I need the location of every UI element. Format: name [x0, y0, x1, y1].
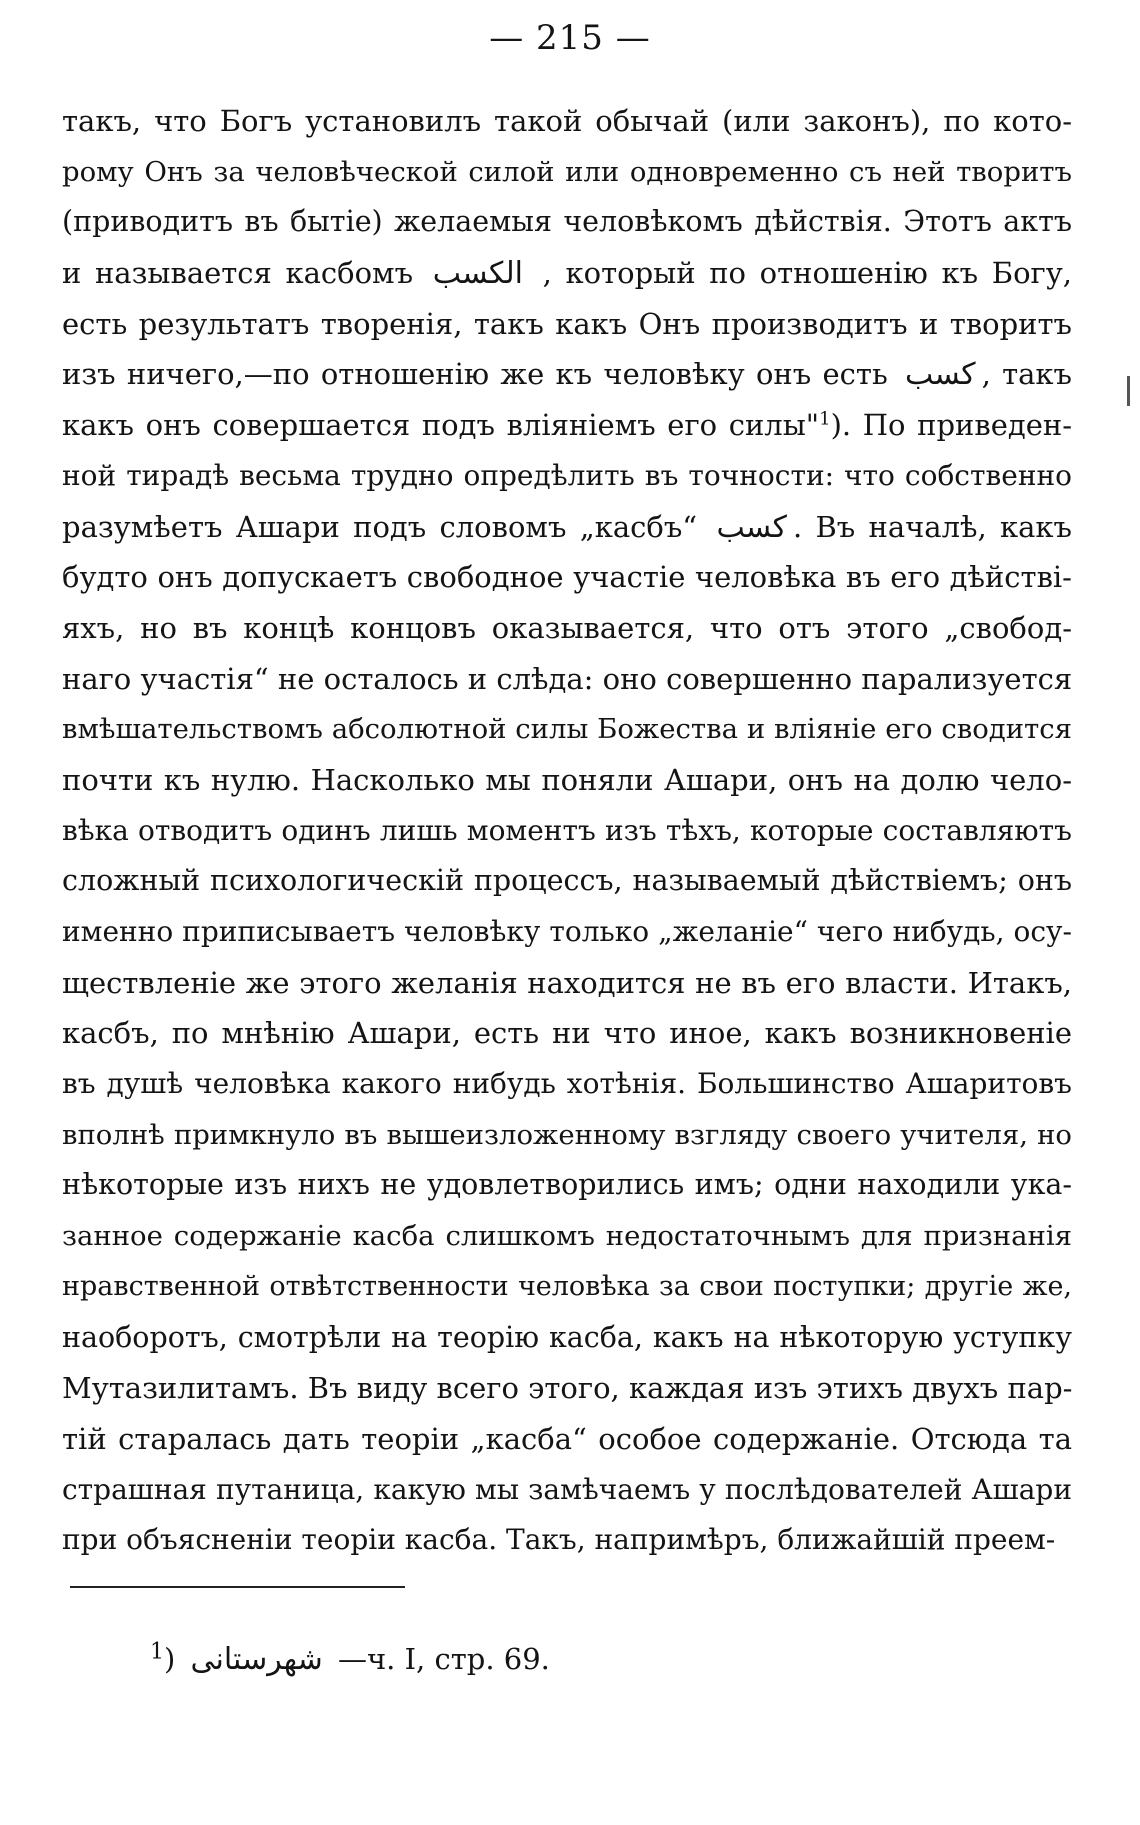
text-line: [62, 400, 1072, 451]
text-segment: разумѣетъ Ашари подъ словомъ „касбъ“: [62, 509, 698, 544]
footnote-arabic-source: شهرستانى: [190, 1642, 323, 1677]
text-line: въ душѣ человѣка какого нибудь хотѣнія. Большинство Ашаритовъ: [62, 1067, 1072, 1101]
text-line: именно приписываетъ человѣку только „желаніе“ чего нибудь, осу-: [62, 915, 1072, 948]
text-line: [62, 502, 1072, 553]
text-segment: , который по отношенію къ Богу,: [542, 256, 1073, 291]
text-line: сложный психологическій процессъ, называемый дѣйствіемъ; онъ: [62, 864, 1072, 898]
text-line: есть результатъ творенія, такъ какъ Онъ производитъ и творитъ: [62, 306, 1072, 341]
text-line: касбъ, по мнѣнію Ашари, есть ни что иное, какъ возникновеніе: [62, 1016, 1072, 1051]
text-line: вполнѣ примкнуло въ вышеизложенному взгляду своего учителя, но: [62, 1118, 1072, 1151]
text-line: страшная путаница, какую мы замѣчаемъ у послѣдователей Ашари: [62, 1472, 1072, 1506]
footnote-paren: ): [164, 1642, 176, 1676]
text-line: вѣка отводитъ одинъ лишь моментъ изъ тѣхъ, которые составляютъ: [62, 813, 1072, 847]
footnote-reference-text: —ч. I, стр. 69.: [337, 1642, 550, 1676]
text-line: тій старалась дать теоріи „касба“ особое содержаніе. Отсюда та: [62, 1421, 1072, 1456]
text-line: наоборотъ, смотрѣли на теорію касба, какъ на нѣкоторую уступку: [62, 1320, 1072, 1354]
text-segment: . Въ началѣ, какъ: [792, 509, 1073, 544]
text-line: занное содержаніе касба слишкомъ недостаточнымъ для признанія: [62, 1220, 1072, 1253]
text-line: такъ, что Богъ установилъ такой обычай (или законъ), по кото-: [62, 104, 1072, 138]
footnote-divider: [70, 1586, 405, 1588]
text-line: [62, 349, 1072, 400]
arabic-term: كسب: [905, 357, 976, 393]
text-line: Мутазилитамъ. Въ виду всего этого, каждая изъ этихъ двухъ пар-: [62, 1371, 1073, 1406]
text-line: ной тирадѣ весьма трудно опредѣлить въ точности: что собственно: [62, 458, 1072, 492]
text-segment: ). По приведен-: [830, 408, 1072, 443]
arabic-term: الكسب: [432, 256, 523, 292]
text-line: почти къ нулю. Насколько мы поняли Ашари, онъ на долю чело-: [62, 762, 1072, 797]
footnote: [150, 1639, 550, 1677]
text-segment: , такъ: [981, 357, 1072, 392]
text-segment: изъ ничего,—по отношенію же къ человѣку онъ есть: [62, 357, 888, 392]
text-line: яхъ, но въ концѣ концовъ оказывается, что отъ этого „свобод-: [62, 610, 1072, 645]
text-line: нравственной отвѣтственности человѣка за свои поступки; другіе же,: [62, 1270, 1072, 1302]
arabic-term: كسب: [716, 509, 787, 545]
text-line: нѣкоторые изъ нихъ не удовлетворились имъ; одни находили ука-: [62, 1168, 1072, 1202]
page-number: — 215 —: [489, 18, 651, 58]
text-line: при объясненіи теоріи касба. Такъ, напримѣръ, ближайшій преем-: [62, 1523, 1056, 1557]
text-line: ществленіе же этого желанія находится не въ его власти. Итакъ,: [62, 965, 1072, 1000]
text-line: наго участія“ не осталось и слѣда: оно совершенно парализуется: [62, 661, 1073, 696]
text-line: рому Онъ за человѣческой силой или одновременно съ ней творитъ: [62, 155, 1072, 188]
text-segment: и называется касбомъ: [62, 256, 414, 291]
margin-mark: [1127, 376, 1130, 406]
text-line: (приводитъ въ бытіе) желаемыя человѣкомъ дѣйствія. Этотъ актъ: [62, 205, 1072, 239]
text-line: [62, 248, 1072, 299]
footnote-reference: 1: [819, 408, 831, 430]
body-text: [62, 96, 1072, 1566]
text-line: будто онъ допускаетъ свободное участіе человѣка въ его дѣйствi-: [62, 560, 1072, 595]
footnote-mark: 1: [150, 1639, 164, 1665]
text-segment: какъ онъ совершается подъ вліяніемъ его силы": [62, 408, 820, 443]
text-line: вмѣшательствомъ абсолютной силы Божества и вліяніе его сводится: [62, 713, 1072, 746]
